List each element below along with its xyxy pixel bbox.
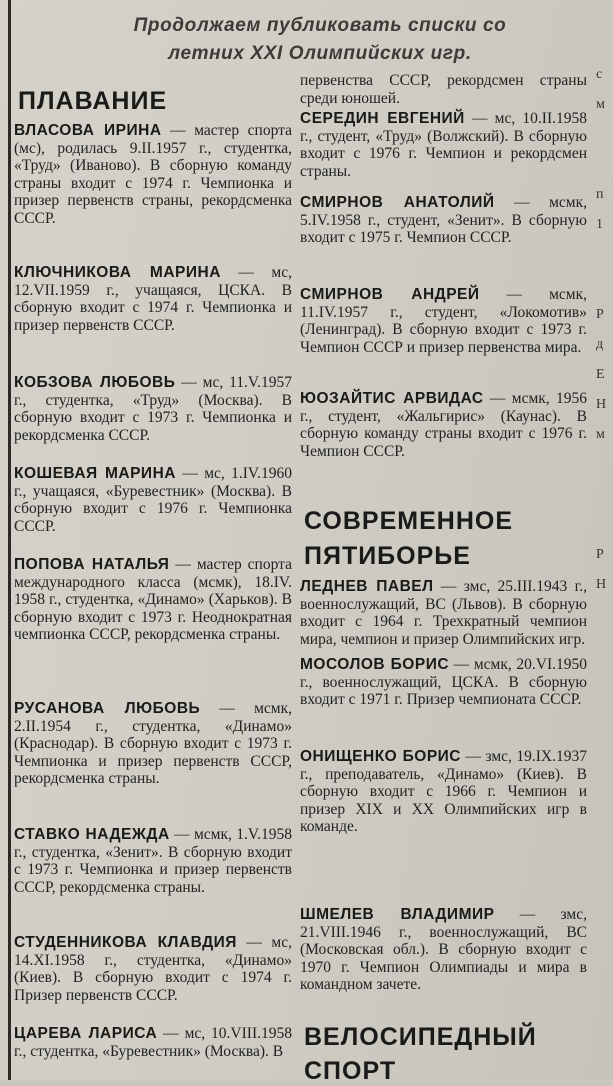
- entry-text: — змс, 25.III.1943 г., военнослужащий, ВС (Львов). В сборную входит с 1964 г. Трехкратный чемпион мира, чемпион и призер Олимпийских игр.: [300, 578, 588, 648]
- entry-klyuchnikova: [14, 264, 292, 334]
- margin-glyph: м: [596, 97, 605, 112]
- entry-name: ПОПОВА НАТАЛЬЯ: [14, 556, 170, 573]
- entry-studennikova: [14, 934, 292, 1004]
- margin-glyph: 1: [596, 217, 603, 232]
- entry-text: — мсмк, 5.IV.1958 г., студент, «Зенит». В сборную входит с 1975 г. Чемпион СССР.: [300, 194, 587, 247]
- entry-text: — змс, 19.IX.1937 г., преподаватель, «Динамо» (Киев). В сборную входит с 1966 г. Чемпион и призер XIX и XX Олимпийских игр в команде.: [300, 748, 587, 836]
- entry-name: КОБЗОВА ЛЮБОВЬ: [14, 374, 176, 391]
- entry-tsareva: [14, 1025, 292, 1060]
- section-heading-cycling-2: СПОРТ: [304, 1057, 397, 1085]
- entry-text: — мсмк, 2.II.1954 г., студентка, «Динамо» (Краснодар). В сборную входит с 1973 г. Чемпионка и призер первенств СССР, рекордсменка страны.: [14, 700, 293, 788]
- entry-text: — мс, 10.II.1958 г., студент, «Труд» (Волжский). В сборную входит с 1976 г. Чемпион и рекордсмен страны.: [300, 110, 587, 180]
- margin-glyph: Е: [596, 367, 605, 382]
- header-line-1: Продолжаем публиковать списки со: [133, 15, 507, 36]
- margin-glyph: с: [596, 67, 603, 82]
- entry-text: — мс, 1.IV.1960 г., учащаяся, «Буревестник» (Москва). В сборную входит с 1976 г. Чемпионка СССР.: [14, 465, 293, 535]
- entry-lednev: [300, 578, 587, 648]
- entry-name: МОСОЛОВ БОРИС: [300, 656, 450, 673]
- entry-popova: [14, 556, 292, 644]
- entry-text: — мастер спорта международного класса (мсмк), 18.IV. 1958 г., студентка, «Динамо» (Харьков). В сборную входит с 1973 г. Неоднократная чемпионка СССР, рекордсменка страны.: [14, 556, 292, 644]
- entry-smirnov-andrey: [300, 286, 587, 356]
- entry-name: КОШЕВАЯ МАРИНА: [14, 465, 176, 482]
- margin-glyph: д: [596, 337, 604, 352]
- entry-rusanova: [14, 700, 292, 788]
- entry-mosolov: [300, 656, 587, 709]
- entry-name: ЦАРЕВА ЛАРИСА: [14, 1025, 158, 1042]
- entry-vlasova: [14, 122, 292, 228]
- entry-text: — мсмк, 1956 г., студент, «Жальгирис» (Каунас). В сборную команду страны входит с 1976 г. Чемпион СССР.: [300, 390, 587, 460]
- entry-yuozaitis: [300, 390, 587, 460]
- entry-smirnov-anatoliy: [300, 194, 587, 247]
- entry-continuation: первенства СССР, рекордсмен страны среди юношей.: [300, 72, 587, 107]
- entry-koshevaya: [14, 465, 292, 535]
- entry-name: СТАВКО НАДЕЖДА: [14, 826, 170, 843]
- section-heading-cycling-1: ВЕЛОСИПЕДНЫЙ: [304, 1023, 537, 1051]
- section-heading-pentathlon-2: ПЯТИБОРЬЕ: [304, 542, 471, 570]
- entry-text: — мсмк, 20.VI.1950 г., военнослужащий, ЦСКА. В сборную входит с 1971 г. Призер чемпионата СССР.: [300, 656, 587, 709]
- entry-onishchenko: [300, 748, 587, 836]
- margin-glyph: Н: [596, 397, 607, 412]
- section-heading-pentathlon-1: СОВРЕМЕННОЕ: [304, 507, 514, 535]
- entry-name: ВЛАСОВА ИРИНА: [14, 122, 162, 139]
- entry-text: — мс, 11.V.1957 г., студентка, «Труд» (Москва). В сборную входит с 1973 г. Чемпионка и рекордсменка СССР.: [14, 374, 292, 444]
- entry-name: СМИРНОВ АНАТОЛИЙ: [300, 194, 495, 211]
- cropped-next-column: [596, 0, 613, 1080]
- entry-text: — мсмк, 1.V.1958 г., студентка, «Зенит». В сборную входит с 1973 г. Чемпионка и призер первенств СССР, рекордсменка страны.: [14, 826, 292, 896]
- margin-glyph: Р: [596, 547, 604, 562]
- entry-seredin: [300, 110, 587, 180]
- entry-text: — змс, 21.VIII.1946 г., военнослужащий, ВС (Московская обл.). В сборную входит с 1970 г. Чемпион Олимпиады и мира в командном зачете.: [300, 906, 587, 994]
- entry-name: ОНИЩЕНКО БОРИС: [300, 748, 462, 765]
- entry-text: — мс, 10.VIII.1958 г., студентка, «Буревестник» (Москва). В: [14, 1025, 292, 1060]
- section-heading-swimming: ПЛАВАНИЕ: [18, 87, 168, 115]
- entry-name: РУСАНОВА ЛЮБОВЬ: [14, 700, 201, 717]
- entry-shmelev: [300, 906, 587, 994]
- entry-text: — мастер спорта (мс), родилась 9.II.1957 г., студентка, «Труд» (Иваново). В сборную команду страны входит с 1974 г. Чемпионка и призер первенств страны, рекордсменка СССР.: [14, 122, 292, 227]
- entry-kobzova: [14, 374, 292, 444]
- entry-text: — мс, 12.VII.1959 г., учащаяся, ЦСКА. В сборную входит с 1974 г. Чемпионка и призер первенств СССР.: [14, 264, 292, 334]
- margin-glyph: м: [596, 427, 605, 442]
- entry-name: ШМЕЛЕВ ВЛАДИМИР: [300, 906, 495, 923]
- margin-glyph: Н: [596, 577, 607, 592]
- margin-glyph: Р: [596, 307, 604, 322]
- header-line-2: летних XXI Олимпийских игр.: [168, 43, 472, 64]
- entry-stavko: [14, 826, 292, 896]
- entry-name: ЛЕДНЕВ ПАВЕЛ: [300, 578, 434, 595]
- entry-text: — мс, 14.XI.1958 г., студентка, «Динамо» (Киев). В сборную входит с 1974 г. Призер первенств СССР.: [14, 934, 292, 1004]
- page-header: [60, 12, 580, 74]
- entry-text: — мсмк, 11.IV.1957 г., студент, «Локомотив» (Ленинград). В сборную входит с 1973 г. Чемпион СССР и призер первенства мира.: [300, 286, 587, 356]
- column-rule: [8, 0, 11, 1080]
- margin-glyph: п: [596, 187, 604, 202]
- entry-name: СТУДЕННИКОВА КЛАВДИЯ: [14, 934, 237, 951]
- entry-name: ЮОЗАЙТИС АРВИДАС: [300, 390, 484, 407]
- entry-name: СЕРЕДИН ЕВГЕНИЙ: [300, 110, 465, 127]
- entry-name: СМИРНОВ АНДРЕЙ: [300, 286, 480, 303]
- entry-name: КЛЮЧНИКОВА МАРИНА: [14, 264, 221, 281]
